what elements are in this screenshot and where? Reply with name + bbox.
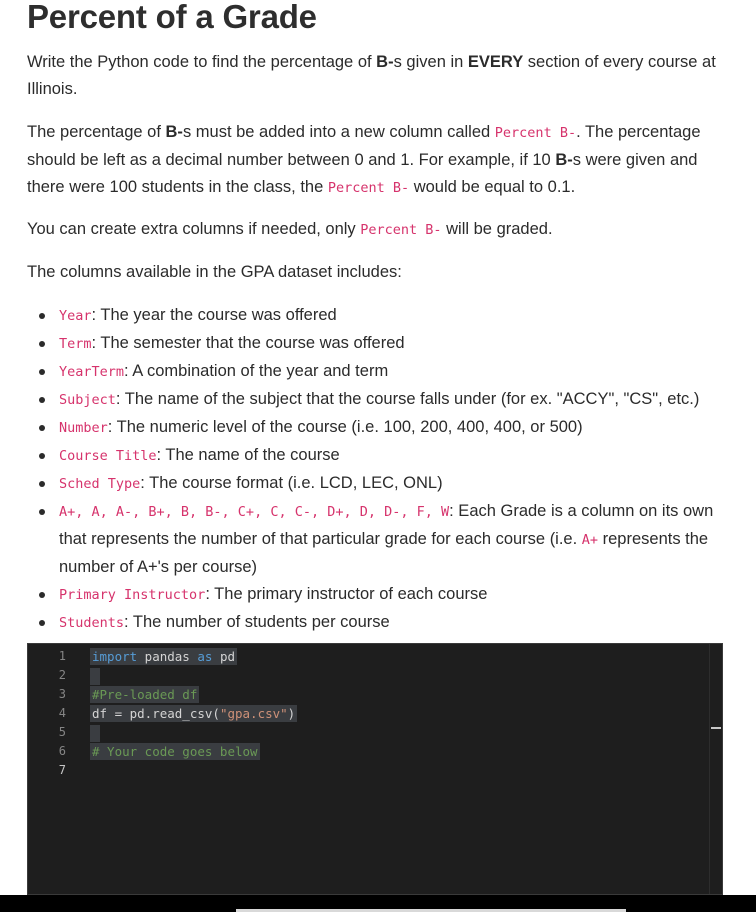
line-number: 4 [58,706,66,720]
columns-list [27,302,727,637]
line-number: 3 [58,687,66,701]
line-number: 5 [58,725,66,739]
code-line[interactable]: #Pre-loaded df [92,687,198,702]
list-item: Course Title: The name of the course [27,442,727,470]
inline-code: Percent B- [327,180,410,196]
list-item: YearTerm: A combination of the year and term [27,358,727,386]
line-number-gutter [28,647,72,780]
code-line[interactable]: df = pd.read_csv("gpa.csv") [92,706,296,721]
list-item: Primary Instructor: The primary instructor of each course [27,581,727,609]
list-item: A+, A, A-, B+, B, B-, C+, C, C-, D+, D, D-, F, W: Each Grade is a column on its own that represents the number of that particular grade for each course (i.e. A+ represents the number of A+'s per course) [27,498,727,581]
line-number: 7 [58,763,66,777]
list-item: Term: The semester that the course was offered [27,330,727,358]
scroll-position-marker [711,727,721,729]
code-line[interactable]: import pandas as pd [92,649,236,664]
list-item: Subject: The name of the subject that the course falls under (for ex. "ACCY", "CS", etc.) [27,386,727,414]
inline-code: Percent B- [360,222,442,238]
code-line[interactable] [90,666,708,685]
line-number: 6 [58,744,66,758]
intro-paragraph-3: You can create extra columns if needed, only Percent B- will be graded. [27,220,553,238]
list-item: Sched Type: The course format (i.e. LCD, LEC, ONL) [27,470,727,498]
code-line[interactable]: # Your code goes below [92,744,258,759]
intro-paragraph-4: The columns available in the GPA dataset includes: [27,263,402,281]
code-line[interactable] [90,723,708,742]
list-item: Students: The number of students per course [27,609,727,637]
intro-paragraph-1: Write the Python code to find the percentage of B-s given in EVERY section of every course at Illinois. [27,53,716,98]
editor-scrollbar[interactable] [709,644,722,894]
list-item: Number: The numeric level of the course (i.e. 100, 200, 400, 400, or 500) [27,414,727,442]
intro-paragraph-2: The percentage of B-s must be added into a new column called Percent B-. The percentage should be left as a decimal number between 0 and 1. For example, if 10 B-s were given and there were 100 students in the class, the Percent B- would be equal to 0.1. [27,123,701,196]
code-input-area[interactable] [90,647,708,780]
page-title: Percent of a Grade [27,0,317,35]
inline-code: Percent B- [494,125,577,141]
code-editor[interactable] [27,643,723,895]
line-number: 1 [58,649,66,663]
line-number: 2 [58,668,66,682]
list-item: Year: The year the course was offered [27,302,727,330]
code-line[interactable] [90,761,708,780]
